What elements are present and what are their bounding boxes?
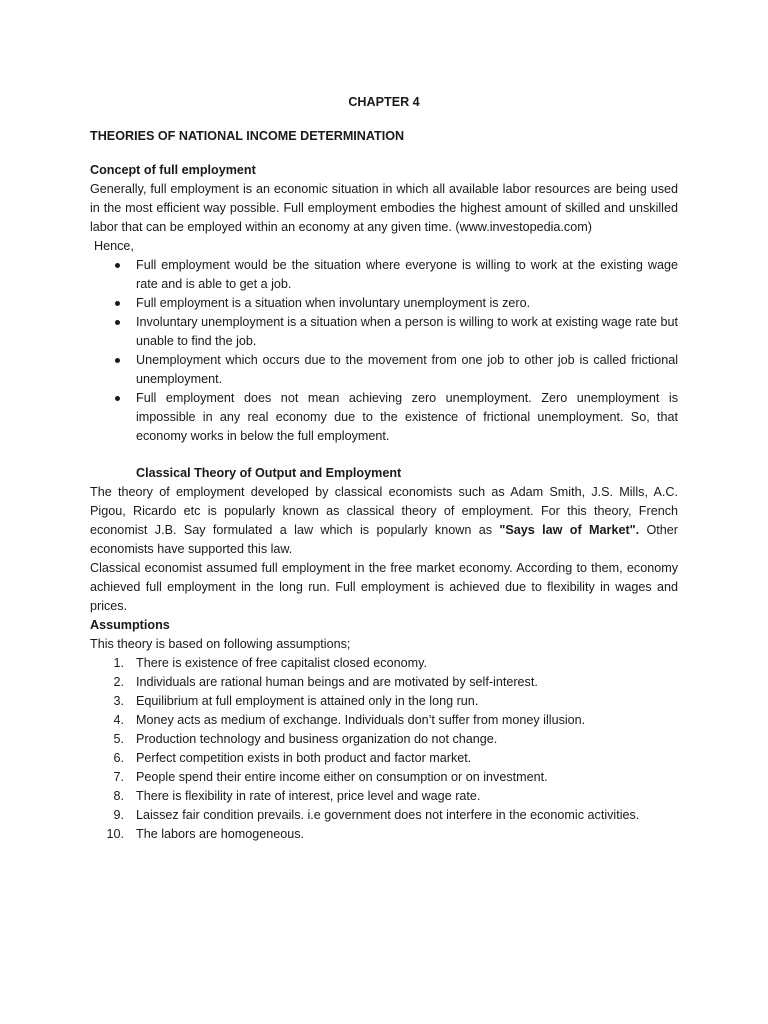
bullet-dot-icon <box>115 263 120 268</box>
hence-label: Hence, <box>94 239 134 253</box>
assumptions-intro: This theory is based on following assumptions; <box>90 637 351 651</box>
assumption-item: 3. Equilibrium at full employment is attained only in the long run. <box>113 694 479 708</box>
bullet-item: Full employment would be the situation where everyone is willing to work at the existing wage rate and is able to get a job. <box>90 256 678 294</box>
assumptions-heading: Assumptions <box>90 618 170 632</box>
bullet-item: Unemployment which occurs due to the movement from one job to other job is called frictional unemployment. <box>90 351 678 389</box>
bullet-item: Full employment is a situation when involuntary unemployment is zero. <box>90 294 678 313</box>
concept-paragraph: Generally, full employment is an economic situation in which all available labor resources are being used in the most efficient way possible. Full employment embodies the highest amount of skilled and unskilled labor that can be employed within an economy at any given time. (www.investopedia.com) <box>90 182 678 234</box>
says-law-term: "Says law of Market". <box>499 523 640 537</box>
assumption-item: 9. Laissez fair condition prevails. i.e government does not interfere in the economic activities. <box>113 808 640 822</box>
classical-paragraph-2: Classical economist assumed full employment in the free market economy. According to them, economy achieved full employment in the long run. Full employment is achieved due to flexibility in wages and prices. <box>90 561 678 613</box>
assumption-item: 8. There is flexibility in rate of interest, price level and wage rate. <box>113 789 481 803</box>
assumption-item: 10. The labors are homogeneous. <box>106 827 305 841</box>
assumptions-list <box>90 654 678 844</box>
assumption-item: 7. People spend their entire income either on consumption or on investment. <box>113 770 548 784</box>
bullet-item: Involuntary unemployment is a situation when a person is willing to work at existing wage rate but unable to find the job. <box>90 313 678 351</box>
chapter-label: CHAPTER 4 <box>348 95 420 109</box>
bullet-dot-icon <box>115 320 120 325</box>
assumption-item: 1. There is existence of free capitalist closed economy. <box>113 656 427 670</box>
bullet-dot-icon <box>115 396 120 401</box>
bullet-dot-icon <box>115 301 120 306</box>
concept-heading: Concept of full employment <box>90 163 256 177</box>
classical-heading: Classical Theory of Output and Employment <box>136 466 402 480</box>
bullet-dot-icon <box>115 358 120 363</box>
assumption-item: 6. Perfect competition exists in both product and factor market. <box>113 751 472 765</box>
concept-bullet-list <box>90 256 678 446</box>
bullet-item: Full employment does not mean achieving zero unemployment. Zero unemployment is impossible in any real economy due to the existence of frictional unemployment. So, that economy works in below the full employment. <box>90 389 678 446</box>
assumption-item: 5. Production technology and business organization do not change. <box>113 732 498 746</box>
document-content <box>90 93 678 844</box>
assumption-item: 4. Money acts as medium of exchange. Individuals don’t suffer from money illusion. <box>113 713 586 727</box>
classical-paragraph-1: The theory of employment developed by classical economists such as Adam Smith, J.S. Mills, A.C. Pigou, Ricardo etc is popularly known as classical theory of employment. For this theory, French economist J.B. Say formulated a law which is popularly known as "Says law of Market". Other economists have supported this law. <box>90 485 678 556</box>
assumption-item: 2. Individuals are rational human beings and are motivated by self-interest. <box>113 675 538 689</box>
chapter-title: THEORIES OF NATIONAL INCOME DETERMINATION <box>90 129 405 143</box>
